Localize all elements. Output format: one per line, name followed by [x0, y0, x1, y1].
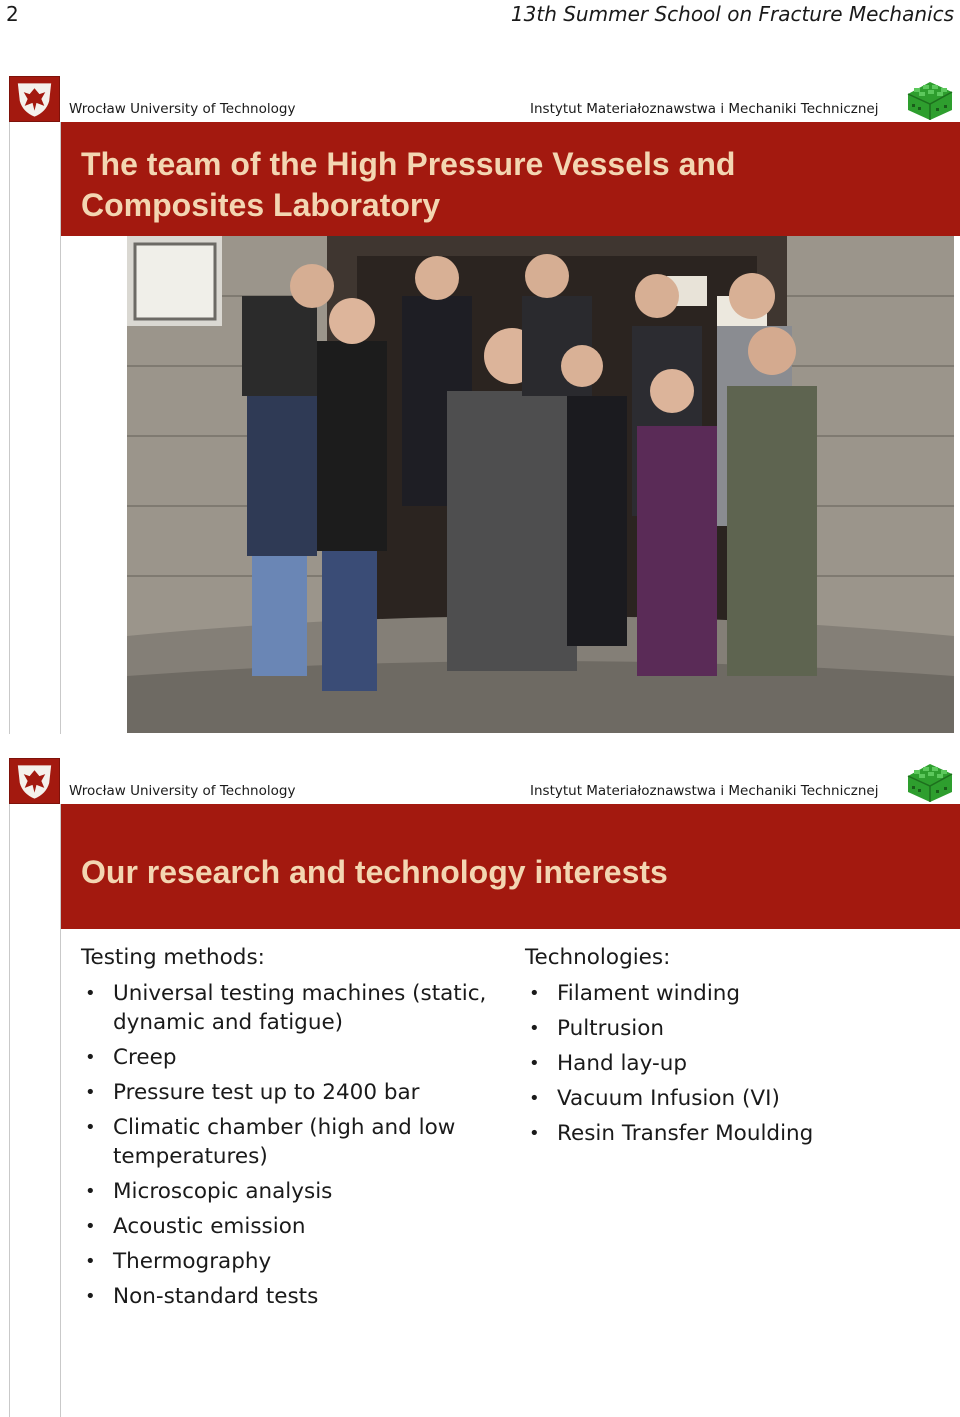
list-item: • Pultrusion — [525, 1014, 945, 1043]
list-item: • Hand lay-up — [525, 1049, 945, 1078]
slide-title: The team of the High Pressure Vessels and Composites Laboratory — [81, 146, 736, 223]
slide-team — [0, 74, 960, 734]
running-title: 13th Summer School on Fracture Mechanics — [510, 2, 954, 26]
testing-methods-heading: Testing methods: — [81, 945, 265, 970]
slide-content — [61, 929, 960, 1417]
list-item: • Pressure test up to 2400 bar — [81, 1078, 511, 1107]
technologies-column — [525, 943, 945, 1154]
title-band — [61, 804, 960, 929]
university-name: Wrocław University of Technology — [69, 783, 296, 799]
team-photo — [127, 236, 954, 733]
page-number: 2 — [6, 2, 19, 26]
slide-header-bar — [0, 756, 960, 804]
list-item: • Vacuum Infusion (VI) — [525, 1084, 945, 1113]
slide-left-margin — [9, 804, 61, 1417]
list-item: • Non-standard tests — [81, 1282, 511, 1311]
list-item: • Acoustic emission — [81, 1212, 511, 1241]
list-item: • Creep — [81, 1043, 511, 1072]
slide-header-bar — [0, 74, 960, 122]
green-composite-cube-icon — [904, 760, 956, 804]
institute-name: Instytut Materiałoznawstwa i Mechaniki Technicznej — [530, 101, 879, 117]
university-name: Wrocław University of Technology — [69, 101, 296, 117]
technologies-heading: Technologies: — [525, 945, 671, 970]
green-composite-cube-icon — [904, 78, 956, 122]
list-item: • Universal testing machines (static, dynamic and fatigue) — [81, 979, 511, 1037]
list-item: • Resin Transfer Moulding — [525, 1119, 945, 1148]
slide-research — [0, 756, 960, 1417]
list-item: • Microscopic analysis — [81, 1177, 511, 1206]
slide-title: Our research and technology interests — [81, 854, 668, 890]
slide-left-margin — [9, 122, 61, 734]
testing-methods-list — [81, 979, 511, 1311]
university-crest-icon — [9, 76, 60, 122]
technologies-list — [525, 979, 945, 1148]
list-item: • Thermography — [81, 1247, 511, 1276]
institute-name: Instytut Materiałoznawstwa i Mechaniki Technicznej — [530, 783, 879, 799]
list-item: • Filament winding — [525, 979, 945, 1008]
page-header — [0, 0, 960, 30]
testing-methods-column — [81, 943, 511, 1317]
title-band — [61, 122, 960, 236]
university-crest-icon — [9, 758, 60, 804]
list-item: • Climatic chamber (high and low temperatures) — [81, 1113, 511, 1171]
